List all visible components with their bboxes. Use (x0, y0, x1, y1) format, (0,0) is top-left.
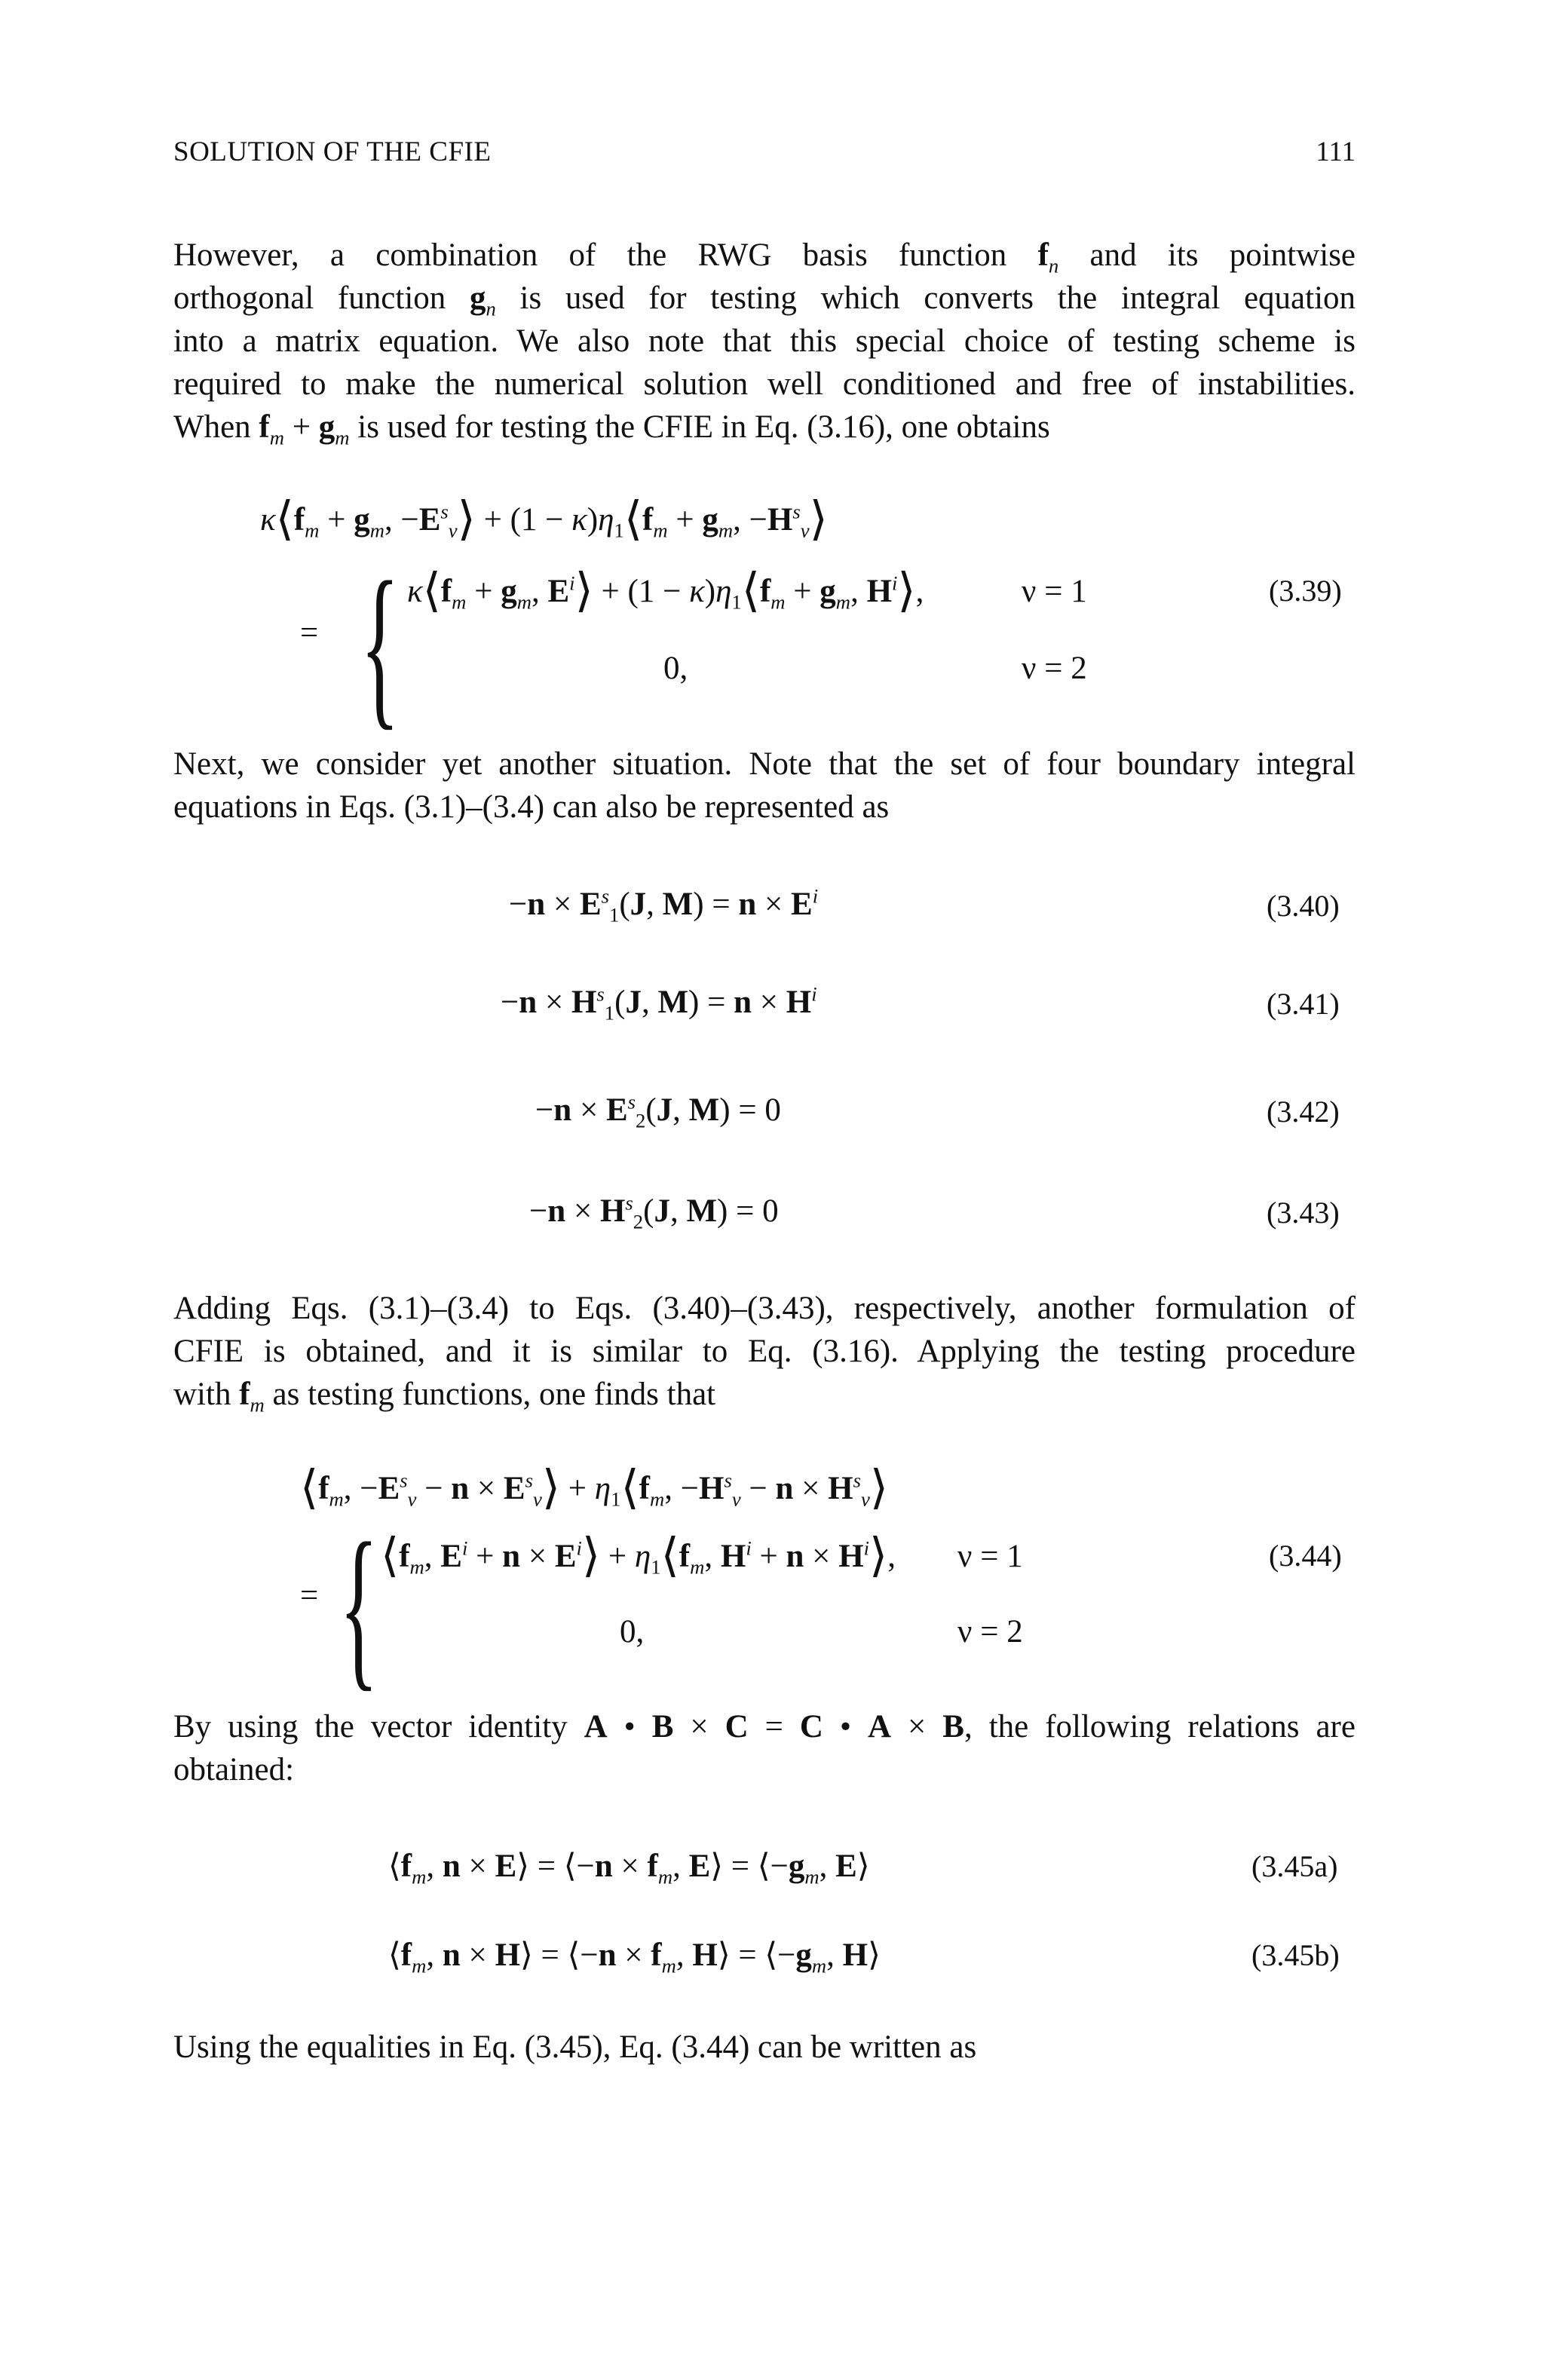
equation-3-45b: $⟨f_m$, n × H⟩ = ⟨−n × $f_m$, H⟩ = $⟨-g_m$, H⟩ (388, 1937, 881, 1977)
equation-number: (3.42) (1267, 1095, 1340, 1129)
equals-sign: = (300, 615, 319, 651)
equation-3-40: $-n \times E^s_1(J$, $M) = n \times E^i$ (509, 884, 819, 927)
text-line: obtained: (173, 1752, 295, 1787)
case-zero: 0, (663, 651, 688, 686)
text-line: CFIE is obtained, and it is similar to Eq. (3.16). Applying the testing procedure (173, 1334, 1356, 1369)
text-line: Using the equalities in Eq. (3.45), Eq. (3.44) can be written as (173, 2029, 977, 2065)
text-line: Adding Eqs. (3.1)–(3.4) to Eqs. (3.40)–(3.43), respectively, another formulation of (173, 1291, 1356, 1326)
equation-number: (3.39) (1269, 574, 1342, 608)
running-head: SOLUTION OF THE CFIE (173, 136, 492, 167)
text-line: By using the vector identity A • B × C = C • A × B, the following relations are (173, 1709, 1356, 1744)
equation-number: (3.43) (1267, 1196, 1340, 1230)
equation-number: (3.45a) (1251, 1849, 1338, 1883)
brace: { (360, 544, 400, 745)
equation-number: (3.40) (1267, 889, 1340, 923)
text-line: When $f_m + g_m$ is used for testing the CFIE in Eq. (3.16), one obtains (173, 409, 1050, 449)
paragraph-3 (173, 1287, 1356, 1416)
text-line: Next, we consider yet another situation. Note that the set of four boundary integral (173, 746, 1356, 782)
text-line: with $f_m$ as testing functions, one finds that (173, 1377, 716, 1417)
page-number: 111 (1316, 136, 1356, 167)
equation-3-44-case-1: $⟨f_m$, $E^i + n$ × $E^i⟩$ + $\eta_1⟨f_m$, $H^i + n$ × $H^i⟩$, (381, 1530, 896, 1582)
equation-3-45a: $⟨f_m$, n × E⟩ = ⟨−n × $f_m$, E⟩ = $⟨-g_m$, E⟩ (388, 1849, 870, 1888)
text-line: equations in Eqs. (3.1)–(3.4) can also be represented as (173, 789, 890, 825)
page-header (173, 136, 1356, 178)
paragraph-1 (173, 234, 1356, 449)
equals-sign: = (300, 1578, 319, 1613)
paragraph-5 (173, 2026, 1356, 2069)
equation-3-39-line-1: $\kappa⟨f_m + g_m$, $-E^s_\nu⟩ + (1$ − $\kappa)\eta_1⟨f_m + g_m$, $-H^s_\nu⟩$ (260, 494, 828, 545)
paragraph-2 (173, 743, 1356, 829)
text-line: orthogonal function $g_n$ is used for testing which converts the integral equation (173, 280, 1356, 320)
case-condition: ν = 1 (1022, 574, 1087, 609)
brace: { (339, 1505, 378, 1706)
equation-3-43: $-n \times H^s_2(J$, M) = 0 (529, 1191, 779, 1233)
equation-number: (3.45b) (1251, 1938, 1340, 1972)
text-line: However, a combination of the RWG basis function $f_n$ and its pointwise (173, 237, 1356, 277)
equation-number: (3.44) (1269, 1539, 1342, 1573)
case-condition: ν = 2 (1022, 651, 1087, 686)
equation-3-41: $-n \times H^s_1(J$, $M) = n \times H^i$ (501, 982, 817, 1025)
case-zero: 0, (620, 1614, 645, 1649)
case-condition: ν = 1 (957, 1539, 1023, 1574)
equation-3-42: $-n \times E^s_2(J$, M) = 0 (535, 1090, 781, 1132)
equation-number: (3.41) (1267, 987, 1340, 1021)
text-line: required to make the numerical solution well conditioned and free of instabilities. (173, 366, 1356, 402)
paragraph-4 (173, 1705, 1356, 1791)
case-condition: ν = 2 (957, 1614, 1023, 1649)
text-line: into a matrix equation. We also note that this special choice of testing scheme is (173, 323, 1356, 359)
equation-3-44-line-1: $⟨f_m$, $-E^s_\nu - n$ × $E^s_\nu⟩$ + $\eta_1⟨f_m$, $-H^s_\nu - n$ × $H^s_\nu⟩$ (300, 1463, 889, 1514)
equation-3-39-case-1: $\kappa⟨f_m + g_m$, $E^i⟩ + (1$ − $\kappa)\eta_1⟨f_m + g_m$, $H^i⟩$, (407, 565, 924, 617)
